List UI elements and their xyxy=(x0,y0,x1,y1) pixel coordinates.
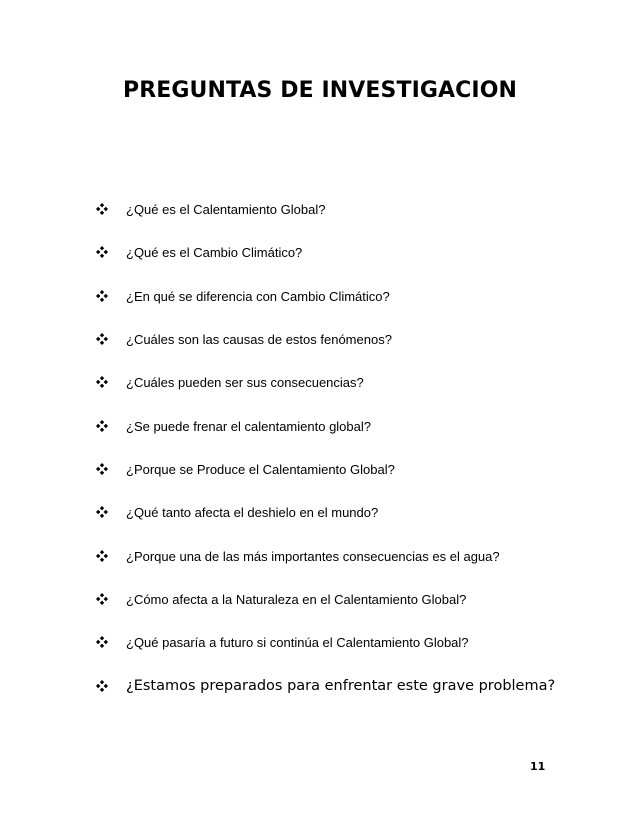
diamond-bullet-icon xyxy=(96,680,108,692)
list-item xyxy=(96,460,395,478)
question-text: ¿Porque se Produce el Calentamiento Global? xyxy=(126,461,395,477)
question-text: ¿Se puede frenar el calentamiento global? xyxy=(126,418,371,434)
list-item xyxy=(96,243,302,261)
page-number: 11 xyxy=(530,760,546,773)
diamond-bullet-icon xyxy=(96,246,108,258)
diamond-bullet-icon xyxy=(96,550,108,562)
diamond-bullet-icon xyxy=(96,333,108,345)
diamond-bullet-icon xyxy=(96,593,108,605)
list-item xyxy=(96,287,390,305)
diamond-bullet-icon xyxy=(96,463,108,475)
diamond-bullet-icon xyxy=(96,506,108,518)
list-item xyxy=(96,330,392,348)
question-text: ¿Qué es el Cambio Climático? xyxy=(126,244,303,260)
diamond-bullet-icon xyxy=(96,203,108,215)
question-text: ¿Cómo afecta a la Naturaleza en el Calentamiento Global? xyxy=(126,591,467,607)
question-text: ¿Cuáles son las causas de estos fenómenos? xyxy=(126,331,392,347)
diamond-bullet-icon xyxy=(96,636,108,648)
page-title: PREGUNTAS DE INVESTIGACION xyxy=(123,78,518,103)
diamond-bullet-icon xyxy=(96,376,108,388)
diamond-bullet-icon xyxy=(96,290,108,302)
question-text: ¿En qué se diferencia con Cambio Climático? xyxy=(126,288,390,304)
list-item xyxy=(96,200,325,218)
list-item xyxy=(96,675,555,697)
list-item xyxy=(96,373,364,391)
diamond-bullet-icon xyxy=(96,420,108,432)
question-text: ¿Porque una de las más importantes consecuencias es el agua? xyxy=(126,548,500,564)
question-text: ¿Qué tanto afecta el deshielo en el mundo? xyxy=(126,504,379,520)
list-item xyxy=(96,503,378,521)
question-text: ¿Cuáles pueden ser sus consecuencias? xyxy=(126,374,364,390)
list-item xyxy=(96,590,466,608)
list-item xyxy=(96,417,371,435)
list-item xyxy=(96,633,469,651)
question-text: ¿Estamos preparados para enfrentar este grave problema? xyxy=(126,678,556,694)
list-item xyxy=(96,547,500,565)
question-text: ¿Qué es el Calentamiento Global? xyxy=(126,201,326,217)
question-text: ¿Qué pasaría a futuro si continúa el Calentamiento Global? xyxy=(126,634,469,650)
